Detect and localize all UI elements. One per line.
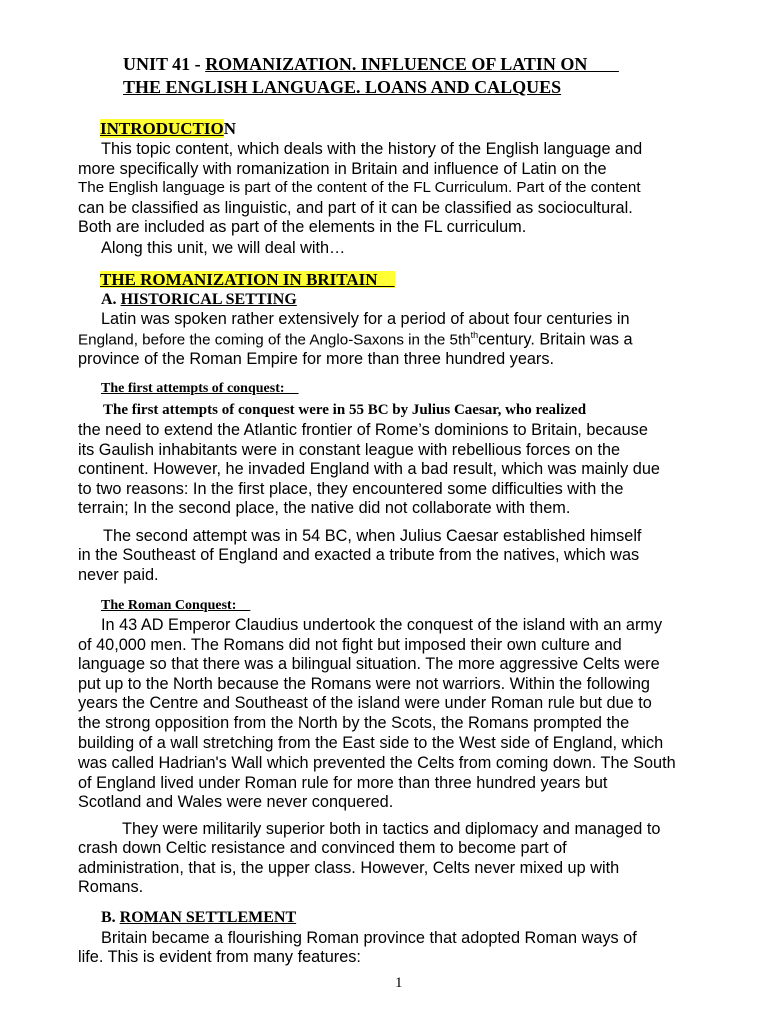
second-attempt-line-1: The second attempt was in 54 BC, when Julius Caesar established himself (103, 527, 642, 545)
first-attempts-heading (101, 382, 299, 396)
roman-settlement-heading (101, 910, 296, 926)
conquest-line-7: building of a wall stretching from the East side to the West side of England, which (78, 734, 664, 752)
conquest-line-10: Scotland and Wales were never conquered. (78, 793, 394, 811)
historical-line-1: Latin was spoken rather extensively for a period of about four centuries in (101, 310, 630, 328)
roman-conquest-heading-text: The Roman Conquest: (101, 598, 251, 613)
intro-line-3: The English language is part of the content of the FL Curriculum. Part of the content (78, 179, 641, 196)
conquest-line-2: of 40,000 men. The Romans did not fight but imposed their own culture and (78, 636, 622, 654)
unit-title-line2: THE ENGLISH LANGUAGE. LOANS AND CALQUES (123, 77, 562, 97)
second-attempt-line-3: never paid. (78, 566, 159, 584)
conquest-line-5: years the Centre and Southeast of the island were under Roman rule but due to (78, 694, 652, 712)
conquest-line-3: language so that there was a bilingual situation. The more aggressive Celts were (78, 655, 660, 673)
intro-line-4: can be classified as linguistic, and part of it can be classified as sociocultural. (78, 199, 633, 217)
conquest-line-1: In 43 AD Emperor Claudius undertook the conquest of the island with an army (101, 616, 663, 634)
intro-line-1: This topic content, which deals with the history of the English language and (101, 140, 643, 158)
first-attempts-heading-text: The first attempts of conquest: (101, 381, 299, 396)
unit-title-line1 (123, 55, 619, 73)
conquest-para2-line-1: They were militarily superior both in tactics and diplomacy and managed to (122, 820, 661, 838)
section-a-letter: A. (101, 291, 121, 308)
section-b-title: ROMAN SETTLEMENT (119, 909, 297, 926)
unit-number: UNIT 41 - (123, 54, 206, 74)
conquest-line-6: the strong opposition from the North by the Scots, the Romans prompted the (78, 714, 630, 732)
page-number: 1 (395, 975, 403, 991)
conquest-para2-line-3: administration, that is, the upper class. However, Celts never mixed up with (78, 859, 620, 877)
conquest-line-4: put up to the North because the Romans were not warriors. Within the following (78, 675, 650, 693)
conquest-line-9: of England lived under Roman rule for more than three hundred years but (78, 774, 608, 792)
second-attempt-line-2: in the Southeast of England and exacted a tribute from the natives, which was (78, 546, 640, 564)
settlement-line-1: Britain became a flourishing Roman province that adopted Roman ways of (101, 929, 637, 947)
historical-line-2-part2: century. Britain was a (478, 330, 633, 349)
introduction-heading (100, 120, 236, 137)
first-attempts-lead: The first attempts of conquest were in 55 BC by Julius Caesar, who realized (103, 402, 587, 418)
intro-line-5: Both are included as part of the elements in the FL curriculum. (78, 218, 527, 236)
section-b-letter: B. (101, 909, 120, 926)
first-attempts-line-2: its Gaulish inhabitants were in constant league with rebellious forces on the (78, 441, 621, 459)
first-attempts-line-3: continent. However, he invaded England with a bad result, which was mainly due (78, 460, 660, 478)
section-a-title: HISTORICAL SETTING (120, 291, 297, 308)
romanization-heading: THE ROMANIZATION IN BRITAIN (100, 270, 395, 289)
first-attempts-line-4: to two reasons: In the first place, they encountered some difficulties with the (78, 480, 624, 498)
historical-line-2-part1: England, before the coming of the Anglo-Saxons in the 5th (78, 331, 471, 349)
historical-line-2 (78, 331, 633, 348)
conquest-para2-line-4: Romans. (78, 878, 144, 896)
intro-line-2: more specifically with romanization in Britain and influence of Latin on the (78, 160, 607, 178)
first-attempts-line-1: the need to extend the Atlantic frontier of Rome’s dominions to Britain, because (78, 421, 648, 439)
intro-line-6: Along this unit, we will deal with… (101, 239, 346, 257)
introduction-heading-last: N (223, 119, 237, 138)
settlement-line-2: life. This is evident from many features: (78, 948, 361, 966)
unit-title-part1: ROMANIZATION. INFLUENCE OF LATIN ON (205, 54, 619, 74)
conquest-line-8: was called Hadrian's Wall which prevented the Celts from coming down. The South (78, 754, 676, 772)
roman-conquest-heading (101, 599, 250, 613)
historical-setting-heading (101, 292, 297, 308)
historical-line-3: province of the Roman Empire for more than three hundred years. (78, 350, 555, 368)
introduction-heading-text: INTRODUCTIO (100, 119, 224, 138)
first-attempts-line-5: terrain; In the second place, the native did not collaborate with them. (78, 499, 571, 517)
conquest-para2-line-2: crash down Celtic resistance and convinced them to become part of (78, 839, 567, 857)
historical-line-2-sup: th (470, 330, 479, 340)
